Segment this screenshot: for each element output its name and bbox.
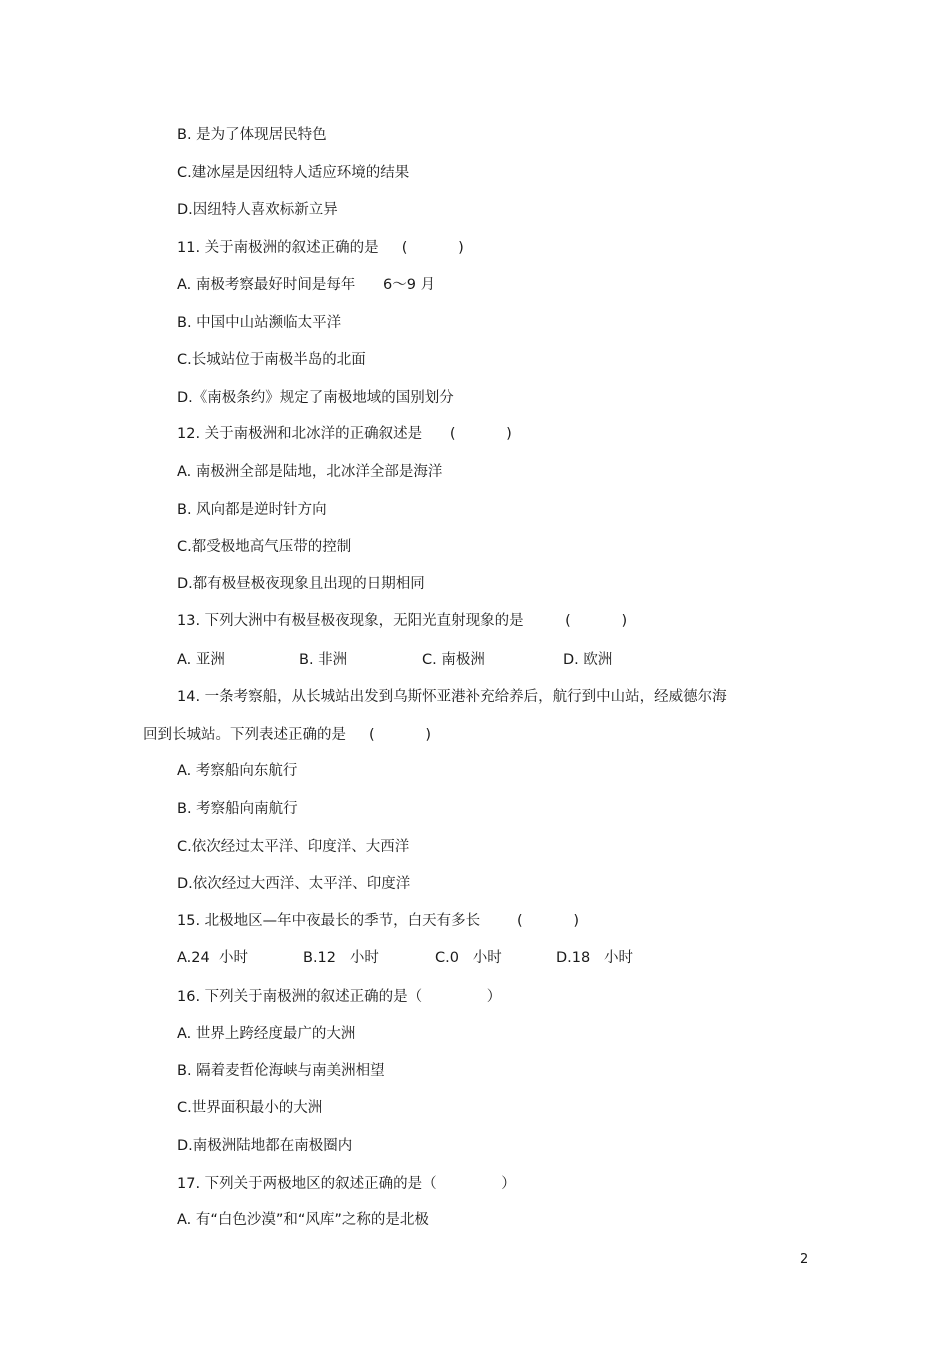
q13-option-c: C. 南极洲 <box>422 652 485 668</box>
q10-option-c: C.建冰屋是因纽特人适应环境的结果 <box>177 165 410 181</box>
q16-option-d: D.南极洲陆地都在南极圈内 <box>177 1138 353 1154</box>
q10-option-b: B. 是为了体现居民特色 <box>177 127 327 143</box>
question-14-line-2: 回到长城站。下列表述正确的是 ( ) <box>143 727 432 743</box>
q10-option-d: D.因纽特人喜欢标新立异 <box>177 202 338 218</box>
q14-option-d: D.依次经过大西洋、太平洋、印度洋 <box>177 876 411 892</box>
q13-option-d: D. 欧洲 <box>563 652 613 668</box>
q17-option-a: A. 有“白色沙漠”和“风库”之称的是北极 <box>177 1212 429 1228</box>
q11-option-c: C.长城站位于南极半岛的北面 <box>177 352 366 368</box>
question-13: 13. 下列大洲中有极昼极夜现象，无阳光直射现象的是 ( ) <box>177 613 628 629</box>
q12-option-a: A. 南极洲全部是陆地，北冰洋全部是海洋 <box>177 464 443 480</box>
question-11: 11. 关于南极洲的叙述正确的是 ( ) <box>177 240 464 256</box>
question-14-line-1: 14. 一条考察船，从长城站出发到乌斯怀亚港补充给养后，航行到中山站，经威德尔海 <box>177 689 727 705</box>
q13-option-a: A. 亚洲 <box>177 652 225 668</box>
q15-option-c: C.0 小时 <box>435 950 502 966</box>
q12-option-c: C.都受极地高气压带的控制 <box>177 539 352 555</box>
q16-option-b: B. 隔着麦哲伦海峡与南美洲相望 <box>177 1063 385 1079</box>
question-12: 12. 关于南极洲和北冰洋的正确叙述是 ( ) <box>177 426 512 442</box>
q11-option-b: B. 中国中山站濒临太平洋 <box>177 315 342 331</box>
q15-option-a: A.24 小时 <box>177 950 248 966</box>
q16-option-a: A. 世界上跨经度最广的大洲 <box>177 1026 356 1042</box>
q11-option-d: D.《南极条约》规定了南极地域的国别划分 <box>177 390 454 406</box>
page-number: 2 <box>800 1252 809 1267</box>
q14-option-a: A. 考察船向东航行 <box>177 763 298 779</box>
question-16: 16. 下列关于南极洲的叙述正确的是（ ） <box>177 989 502 1005</box>
q15-option-b: B.12 小时 <box>303 950 379 966</box>
question-15: 15. 北极地区—年中夜最长的季节，白天有多长 ( ) <box>177 913 580 929</box>
q11-option-a: A. 南极考察最好时间是每年 6～9 月 <box>177 277 436 293</box>
q15-option-d: D.18 小时 <box>556 950 634 966</box>
q14-option-b: B. 考察船向南航行 <box>177 801 298 817</box>
q12-option-d: D.都有极昼极夜现象且出现的日期相同 <box>177 576 425 592</box>
q13-option-b: B. 非洲 <box>299 652 348 668</box>
q16-option-c: C.世界面积最小的大洲 <box>177 1100 323 1116</box>
q14-option-c: C.依次经过太平洋、印度洋、大西洋 <box>177 839 410 855</box>
q12-option-b: B. 风向都是逆时针方向 <box>177 502 327 518</box>
question-17: 17. 下列关于两极地区的叙述正确的是（ ） <box>177 1176 516 1192</box>
